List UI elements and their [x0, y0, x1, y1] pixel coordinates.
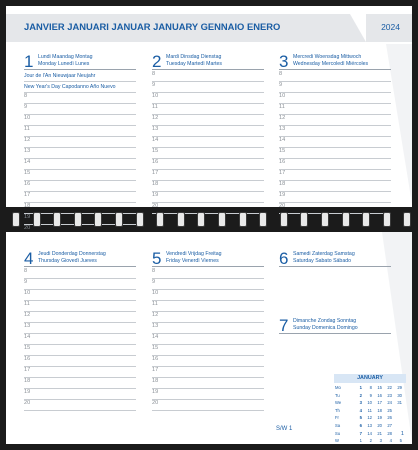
hour-label: 14 [24, 159, 31, 165]
hour-label: 12 [152, 115, 159, 121]
mini-calendar-date: 3 [359, 400, 362, 406]
spiral-ring [383, 212, 391, 227]
weekday-names: Thursday Giovedì Jueves [38, 257, 97, 264]
hour-label: 8 [152, 71, 156, 77]
hour-label: 16 [24, 356, 31, 362]
hour-label: 8 [152, 268, 156, 274]
hour-label: 12 [152, 312, 159, 318]
spiral-ring [12, 212, 20, 227]
mini-calendar-date: 28 [387, 430, 392, 436]
hour-label: 14 [152, 334, 159, 340]
hour-label: 10 [279, 93, 286, 99]
mini-calendar-date: 5 [399, 438, 402, 444]
mini-calendar-date: 12 [367, 415, 372, 421]
spiral-ring [300, 212, 308, 227]
top-page [6, 6, 412, 231]
hour-label: 19 [152, 389, 159, 395]
weekday-names: Mercredi Woensdag Mittwoch [293, 54, 362, 60]
header-band-notch [350, 14, 366, 42]
hour-label: 10 [152, 93, 159, 99]
hour-label: 15 [24, 345, 31, 351]
mini-calendar-date: 2 [369, 438, 372, 444]
mini-calendar-date: 14 [367, 430, 372, 436]
mini-calendar-row [334, 385, 406, 393]
mini-calendar-date: 4 [389, 438, 392, 444]
mini-calendar-date: 10 [367, 400, 372, 406]
hour-label: 11 [24, 301, 30, 307]
hour-label: 8 [24, 268, 28, 274]
spiral-ring [362, 212, 370, 227]
holiday-label: New Year's Day Capodanno Año Nuevo [24, 84, 116, 90]
mini-calendar-date: 29 [397, 385, 402, 390]
hour-label: 16 [24, 181, 31, 187]
day-number: 7 [279, 316, 289, 335]
hour-row[interactable] [24, 399, 136, 411]
weekday-names: Sunday Domenica Domingo [293, 324, 358, 331]
mini-calendar-weekday: We [335, 400, 342, 406]
hour-label: 18 [152, 378, 159, 384]
hour-label: 18 [152, 181, 159, 187]
hour-label: 11 [152, 301, 158, 307]
month-title: JANVIER JANUARI JANUAR JANUARY GENNAIO ENERO [24, 21, 281, 32]
spiral-ring [53, 212, 61, 227]
hour-label: 20 [24, 400, 31, 406]
weekday-names: Friday Venerdì Viernes [166, 257, 219, 264]
mini-calendar-date: 27 [387, 423, 392, 428]
mini-calendar-date: 2 [359, 392, 362, 398]
hour-label: 11 [152, 104, 158, 110]
mini-calendar-weekday: Fr [335, 415, 339, 421]
weekday-names: Mardi Dinsdag Dienstag [166, 54, 222, 60]
hour-label: 19 [24, 214, 31, 220]
mini-calendar-date: 7 [359, 430, 362, 436]
hour-label: 9 [24, 279, 28, 285]
mini-calendar-date: 19 [377, 415, 382, 421]
spiral-ring [156, 212, 164, 227]
hour-label: 15 [24, 170, 31, 176]
hour-label: 15 [152, 148, 159, 154]
spiral-ring [197, 212, 205, 227]
mini-calendar-weekday: Sa [335, 423, 341, 428]
spiral-ring [177, 212, 185, 227]
hour-row[interactable] [152, 399, 264, 411]
hour-label: 12 [279, 115, 286, 121]
mini-calendar-weekday: Th [335, 407, 340, 413]
weekday-names: Dimanche Zondag Sonntag [293, 318, 357, 324]
holiday-label: Jour de l'An Nieuwjaar Neujahr [24, 73, 96, 79]
weekday-names: Lundi Maandag Montag [38, 54, 93, 60]
hour-label: 17 [152, 367, 159, 373]
week-number: S/W 1 [276, 426, 293, 432]
mini-calendar-weekday: W [335, 438, 339, 444]
mini-calendar-date: 1 [359, 385, 362, 390]
mini-calendar-weekday: Tu [335, 392, 340, 398]
weekday-names: Jeudi Donderdag Donnerstag [38, 251, 106, 257]
mini-calendar-date: 25 [387, 407, 392, 413]
hour-label: 13 [279, 126, 286, 132]
hour-label: 8 [24, 93, 28, 99]
bottom-page [6, 232, 412, 444]
hour-label: 15 [279, 148, 286, 154]
hour-label: 19 [152, 192, 159, 198]
spiral-ring [74, 212, 82, 227]
day-number: 1 [24, 52, 34, 71]
weekday-names: Vendredi Vrijdag Freitag [166, 251, 222, 257]
day-number: 4 [24, 249, 34, 268]
day-number: 6 [279, 249, 289, 268]
mini-calendar-title: JANUARY [334, 374, 406, 383]
mini-calendar-row [334, 393, 406, 401]
hour-label: 14 [152, 137, 159, 143]
mini-calendar-date: 22 [387, 385, 392, 390]
day-number: 5 [152, 249, 162, 268]
weekday-names: Samedi Zaterdag Samstag [293, 251, 355, 257]
hour-label: 13 [24, 148, 31, 154]
hour-label: 19 [279, 192, 286, 198]
spiral-ring [239, 212, 247, 227]
hour-label: 20 [152, 400, 159, 406]
spiral-ring [94, 212, 102, 227]
hour-label: 13 [152, 323, 159, 329]
hour-label: 19 [24, 389, 31, 395]
mini-calendar-date: 15 [377, 385, 382, 390]
hour-label: 17 [152, 170, 159, 176]
mini-calendar-date: 5 [359, 415, 362, 421]
hour-label: 10 [24, 115, 31, 121]
mini-calendar-date: 26 [387, 415, 392, 421]
hour-label: 14 [279, 137, 286, 143]
hour-label: 9 [152, 279, 156, 285]
hour-label: 15 [152, 345, 159, 351]
spiral-ring [403, 212, 411, 227]
hour-label: 10 [152, 290, 159, 296]
hour-label: 11 [24, 126, 30, 132]
hour-label: 9 [24, 104, 28, 110]
hour-label: 9 [152, 82, 156, 88]
hour-label: 12 [24, 312, 31, 318]
mini-calendar-row [334, 415, 406, 423]
spiral-ring [321, 212, 329, 227]
hour-label: 20 [24, 225, 31, 231]
spiral-ring [33, 212, 41, 227]
weekday-names: Wednesday Mercoledì Miércoles [293, 60, 369, 67]
hour-label: 20 [279, 203, 286, 209]
hour-label: 9 [279, 82, 283, 88]
spiral-ring [259, 212, 267, 227]
mini-calendar-weekday: Su [335, 430, 341, 436]
day-number: 2 [152, 52, 162, 71]
hour-label: 20 [152, 203, 159, 209]
mini-calendar-date: 16 [377, 392, 382, 398]
weekday-names: Tuesday Martedì Martes [166, 60, 223, 67]
mini-calendar-date: 24 [387, 400, 392, 406]
mini-calendar-date: 1 [359, 438, 362, 444]
year-label: 2024 [381, 22, 400, 32]
hour-label: 16 [152, 159, 159, 165]
mini-calendar-date: 6 [359, 423, 362, 428]
spiral-ring [342, 212, 350, 227]
mini-calendar-date: 23 [387, 392, 392, 398]
mini-calendar-row [334, 400, 406, 408]
spiral-ring [280, 212, 288, 227]
spiral-ring [115, 212, 123, 227]
mini-calendar-row [334, 438, 406, 446]
mini-calendar-date: 31 [397, 400, 402, 406]
spiral-binding [0, 207, 418, 232]
hour-label: 16 [152, 356, 159, 362]
hour-label: 8 [279, 71, 283, 77]
mini-calendar-row [334, 408, 406, 416]
mini-calendar-weekday: Mo [335, 385, 341, 390]
hour-label: 10 [24, 290, 31, 296]
mini-calendar-date: 18 [377, 407, 382, 413]
mini-calendar-date: 13 [367, 423, 372, 428]
hour-label: 17 [279, 170, 286, 176]
hour-label: 13 [152, 126, 159, 132]
mini-calendar-date: 30 [397, 392, 402, 398]
spiral-ring [136, 212, 144, 227]
mini-calendar-date: 8 [369, 385, 372, 390]
hour-label: 17 [24, 192, 31, 198]
hour-label: 17 [24, 367, 31, 373]
weekday-names: Saturday Sabato Sábado [293, 257, 351, 264]
spiral-ring [218, 212, 226, 227]
mini-calendar-row [334, 423, 406, 431]
mini-calendar-date: 11 [367, 407, 372, 413]
mini-calendar-date: 17 [377, 400, 382, 406]
page-number: 1 [400, 431, 404, 437]
day-header-rule [279, 333, 391, 334]
hour-label: 18 [279, 181, 286, 187]
mini-calendar-date: 9 [369, 392, 372, 398]
mini-calendar-date: 4 [359, 407, 362, 413]
mini-calendar-date: 21 [377, 430, 382, 436]
hour-label: 12 [24, 137, 31, 143]
hour-label: 14 [24, 334, 31, 340]
mini-calendar-row [334, 431, 406, 439]
day-number: 3 [279, 52, 289, 71]
day-header-rule [279, 266, 391, 267]
hour-label: 13 [24, 323, 31, 329]
mini-calendar-date: 3 [379, 438, 382, 444]
weekday-names: Monday Lunedì Lunes [38, 60, 90, 67]
mini-calendar-date: 20 [377, 423, 382, 428]
hour-label: 11 [279, 104, 285, 110]
hour-label: 16 [279, 159, 286, 165]
hour-label: 18 [24, 203, 31, 209]
hour-label: 18 [24, 378, 31, 384]
